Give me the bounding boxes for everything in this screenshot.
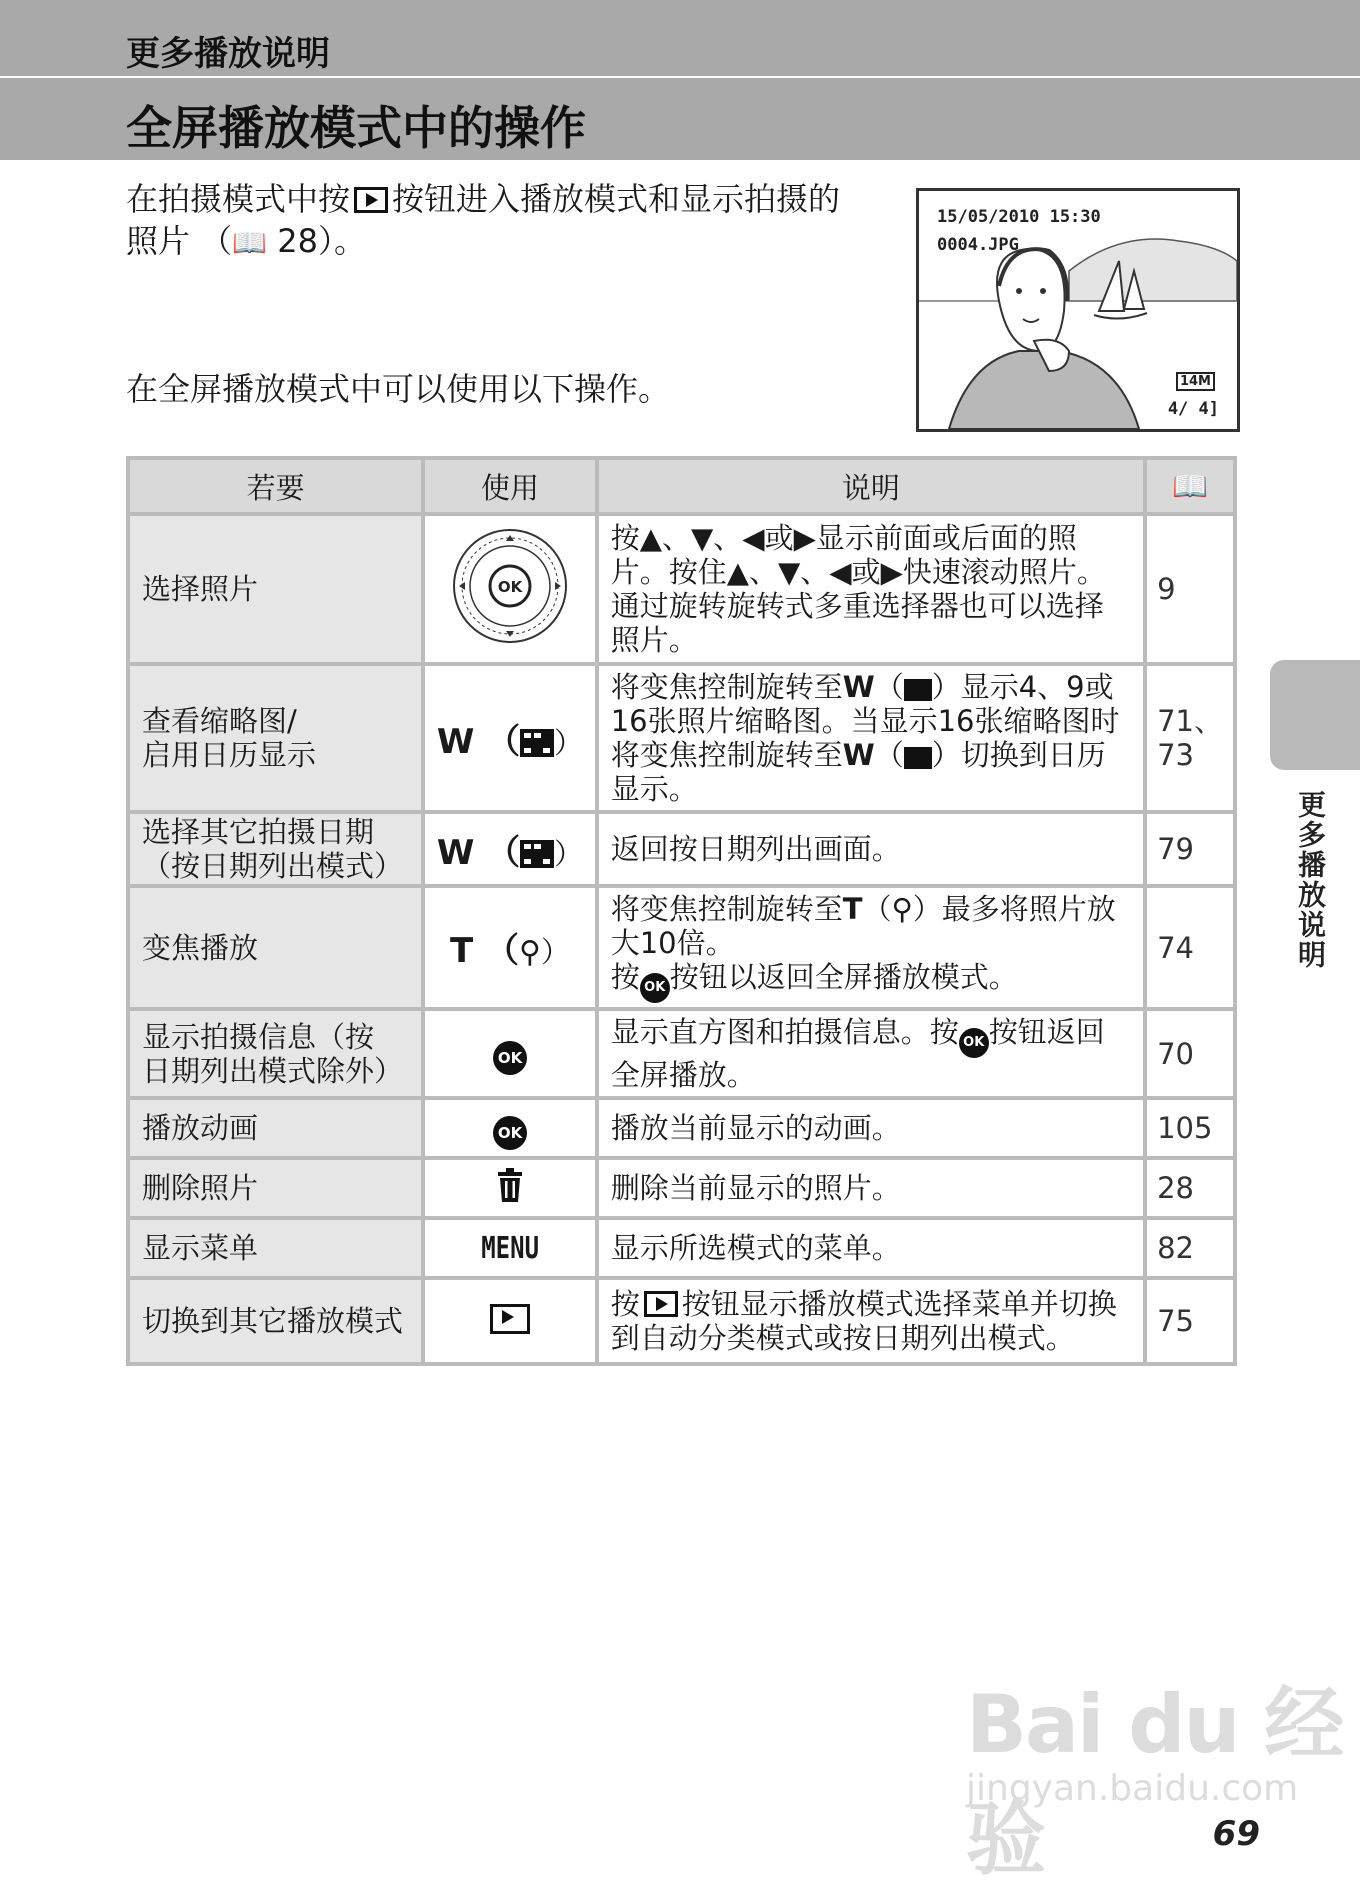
t-glyph: T bbox=[842, 892, 863, 926]
task-cell: 删除照片 bbox=[128, 1158, 423, 1218]
ok-button-icon: OK bbox=[493, 1041, 527, 1075]
screen-frame-counter: 4/ 4] bbox=[1167, 399, 1219, 419]
page-ref-text: 71、 73 bbox=[1157, 704, 1223, 772]
w-zoom-label: W （ bbox=[436, 832, 521, 873]
table-row bbox=[128, 886, 1235, 1009]
thumbnail-icon bbox=[904, 747, 932, 769]
page-ref-cell: 28 bbox=[1145, 1158, 1235, 1218]
magnify-icon: ⚲ bbox=[891, 892, 913, 926]
use-cell: W （ ） bbox=[423, 664, 596, 812]
trash-icon bbox=[496, 1168, 524, 1202]
task-cell: 播放动画 bbox=[128, 1098, 423, 1158]
task-text: 查看缩略图/ 启用日历显示 bbox=[142, 704, 317, 772]
table-row bbox=[128, 514, 1235, 664]
table-header-row bbox=[128, 458, 1235, 514]
desc-text: ）最多将照片放大10倍。 bbox=[610, 892, 1116, 960]
svg-text:OK: OK bbox=[497, 577, 523, 596]
desc-text: 按 bbox=[610, 960, 640, 994]
task-cell: 显示菜单 bbox=[128, 1218, 423, 1278]
page-header bbox=[0, 0, 1360, 160]
page-ref-cell: 105 bbox=[1145, 1098, 1235, 1158]
w-glyph: W bbox=[842, 738, 875, 772]
intro-text-2: 按钮进入播放模式和显示拍摄的 bbox=[392, 180, 841, 218]
play-button-icon bbox=[490, 1304, 530, 1334]
page-ref-cell: 82 bbox=[1145, 1218, 1235, 1278]
task-cell bbox=[128, 1009, 423, 1098]
page-ref-cell: 9 bbox=[1145, 514, 1235, 664]
use-cell bbox=[423, 1009, 596, 1098]
chapter-side-tab bbox=[1270, 660, 1360, 770]
task-text: 显示拍摄信息（按 日期列出模式除外） bbox=[142, 1019, 404, 1088]
use-cell bbox=[423, 514, 596, 664]
task-cell: 切换到其它播放模式 bbox=[128, 1278, 423, 1364]
watermark-url: jingyan.baidu.com bbox=[966, 1768, 1299, 1809]
image-size-badge: 14M bbox=[1176, 372, 1215, 391]
desc-text: 按钮返回全屏播放。 bbox=[610, 1015, 1105, 1092]
page-ref-cell: 75 bbox=[1145, 1278, 1235, 1364]
description-cell bbox=[597, 664, 1145, 812]
use-cell bbox=[423, 1278, 596, 1364]
desc-text: 按钮以返回全屏播放模式。 bbox=[669, 960, 1018, 994]
page-title: 全屏播放模式中的操作 bbox=[126, 101, 586, 155]
description-cell: 删除当前显示的照片。 bbox=[597, 1158, 1145, 1218]
play-button-icon bbox=[644, 1291, 678, 1317]
table-row bbox=[128, 1158, 1235, 1218]
ok-button-icon: OK bbox=[493, 1116, 527, 1150]
desc-text: 按钮显示播放模式选择菜单并切换到自动分类模式或按日期列出模式。 bbox=[610, 1287, 1117, 1355]
intro-text-3: 照片 （ bbox=[126, 222, 233, 260]
table-row bbox=[128, 812, 1235, 886]
camera-screen-illustration bbox=[916, 188, 1240, 432]
use-cell bbox=[423, 1098, 596, 1158]
col-header-task: 若要 bbox=[128, 458, 423, 514]
menu-button-label: MENU bbox=[481, 1230, 539, 1266]
task-cell bbox=[128, 812, 423, 886]
desc-text: 显示直方图和拍摄信息。按 bbox=[610, 1015, 959, 1049]
task-cell: 选择照片 bbox=[128, 514, 423, 664]
t-zoom-label: T （ bbox=[449, 931, 520, 971]
page-ref-cell: 70 bbox=[1145, 1009, 1235, 1098]
ok-button-icon: OK bbox=[640, 973, 670, 1003]
thumbnail-icon bbox=[520, 840, 554, 868]
ok-button-icon: OK bbox=[959, 1028, 989, 1058]
description-cell bbox=[597, 886, 1145, 1009]
desc-text: ）显示4、9或16张照片缩略图。当显示16张缩略图时将变焦控制旋转至 bbox=[610, 670, 1120, 772]
col-header-description: 说明 bbox=[597, 458, 1145, 514]
screen-datetime: 15/05/2010 15:30 bbox=[937, 207, 1101, 227]
desc-text: 按 bbox=[610, 1287, 640, 1321]
use-cell bbox=[423, 1158, 596, 1218]
intro-operations-text: 在全屏播放模式中可以使用以下操作。 bbox=[126, 370, 671, 408]
w-glyph: W bbox=[842, 670, 875, 704]
task-cell: 变焦播放 bbox=[128, 886, 423, 1009]
desc-text: 将变焦控制旋转至 bbox=[610, 892, 843, 926]
description-cell: 按▲、▼、◀或▶显示前面或后面的照片。按住▲、▼、◀或▶快速滚动照片。通过旋转旋转式多重选择器也可以选择照片。 bbox=[597, 514, 1145, 664]
table-row bbox=[128, 1278, 1235, 1364]
thumbnail-icon bbox=[904, 679, 932, 701]
play-button-icon bbox=[354, 187, 388, 213]
task-text: 选择其它拍摄日期 （按日期列出模式） bbox=[142, 815, 404, 883]
operations-table bbox=[126, 456, 1237, 1366]
table-row bbox=[128, 1218, 1235, 1278]
description-cell bbox=[597, 1278, 1145, 1364]
col-header-page: 📖 bbox=[1145, 458, 1235, 514]
desc-text: （ bbox=[862, 892, 892, 926]
page-ref-cell: 74 bbox=[1145, 886, 1235, 1009]
use-cell: W （ ） bbox=[423, 812, 596, 886]
description-cell: 显示所选模式的菜单。 bbox=[597, 1218, 1145, 1278]
intro-text-1: 在拍摄模式中按 bbox=[126, 180, 351, 218]
watermark-brand: Bai du 经验 bbox=[966, 1678, 1343, 1886]
rotary-multi-selector-icon bbox=[451, 527, 569, 645]
description-cell: 播放当前显示的动画。 bbox=[597, 1098, 1145, 1158]
desc-text: （ bbox=[874, 670, 904, 704]
watermark-logo bbox=[966, 1660, 1360, 1890]
w-zoom-label: W （ bbox=[436, 721, 521, 762]
page-ref-cell bbox=[1145, 664, 1235, 812]
description-cell: 返回按日期列出画面。 bbox=[597, 812, 1145, 886]
col-header-use: 使用 bbox=[423, 458, 596, 514]
task-cell bbox=[128, 664, 423, 812]
book-reference-icon: 📖 bbox=[232, 226, 268, 259]
desc-text: ）切换到日历显示。 bbox=[610, 738, 1106, 806]
header-divider bbox=[0, 76, 1360, 78]
use-cell bbox=[423, 1218, 596, 1278]
intro-paragraph bbox=[126, 178, 916, 264]
page-number: 69 bbox=[1212, 1814, 1260, 1854]
chapter-side-label: 更多播放说明 bbox=[1294, 790, 1327, 970]
screen-filename: 0004.JPG bbox=[937, 235, 1019, 255]
desc-text: 将变焦控制旋转至 bbox=[610, 670, 843, 704]
intro-text-4: 28）。 bbox=[267, 222, 366, 260]
table-row bbox=[128, 1098, 1235, 1158]
use-cell: T （⚲） bbox=[423, 886, 596, 1009]
magnify-icon: ⚲ bbox=[519, 935, 541, 970]
desc-text: （ bbox=[874, 738, 904, 772]
section-title: 更多播放说明 bbox=[126, 34, 330, 74]
thumbnail-icon bbox=[520, 729, 554, 757]
table-row bbox=[128, 664, 1235, 812]
table-row bbox=[128, 1009, 1235, 1098]
description-cell bbox=[597, 1009, 1145, 1098]
page-ref-cell: 79 bbox=[1145, 812, 1235, 886]
